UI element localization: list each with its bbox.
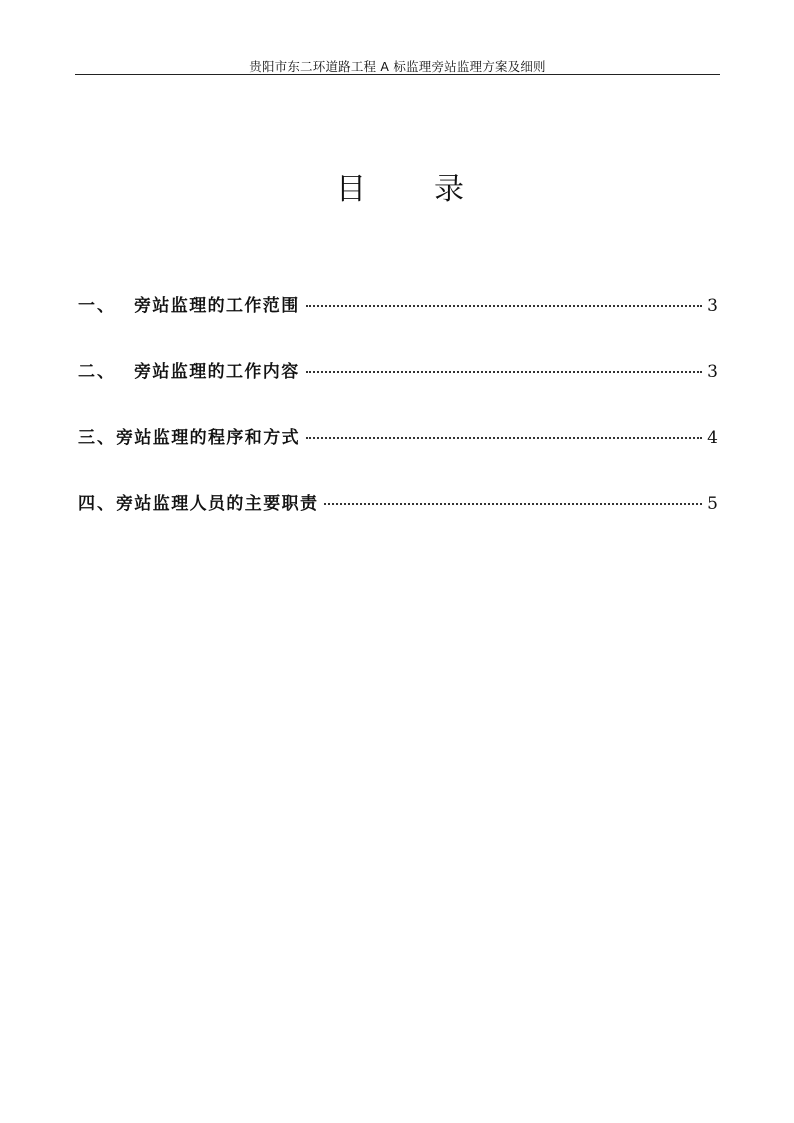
table-of-contents [78,290,718,554]
toc-entry-number: 一、 [78,296,116,316]
toc-entry-label: 旁站监理的工作内容 [134,362,300,382]
toc-entry-page: 4 [707,428,718,448]
dot-leader [324,503,702,505]
toc-entry-1[interactable] [78,290,718,323]
page-header [75,56,720,75]
header-text: 贵阳市东二环道路工程 A 标监理旁站监理方案及细则 [249,59,546,74]
toc-entry-2[interactable] [78,356,718,389]
toc-entry-number: 二、 [78,362,116,382]
dot-leader [306,371,702,373]
toc-entry-label: 旁站监理的程序和方式 [116,428,300,448]
toc-entry-number: 三、 [78,428,116,448]
toc-entry-number: 四、 [78,494,116,514]
toc-entry-label: 旁站监理人员的主要职责 [116,494,319,514]
dot-leader [306,437,702,439]
toc-entry-4[interactable] [78,488,718,521]
toc-title-char-1: 目 [336,172,366,207]
dot-leader [306,305,702,307]
toc-title [250,168,550,212]
toc-entry-page: 5 [707,494,718,514]
toc-entry-label: 旁站监理的工作范围 [134,296,300,316]
toc-entry-page: 3 [707,296,718,316]
toc-entry-page: 3 [707,362,718,382]
toc-title-char-2: 录 [434,172,464,207]
toc-entry-3[interactable] [78,422,718,455]
